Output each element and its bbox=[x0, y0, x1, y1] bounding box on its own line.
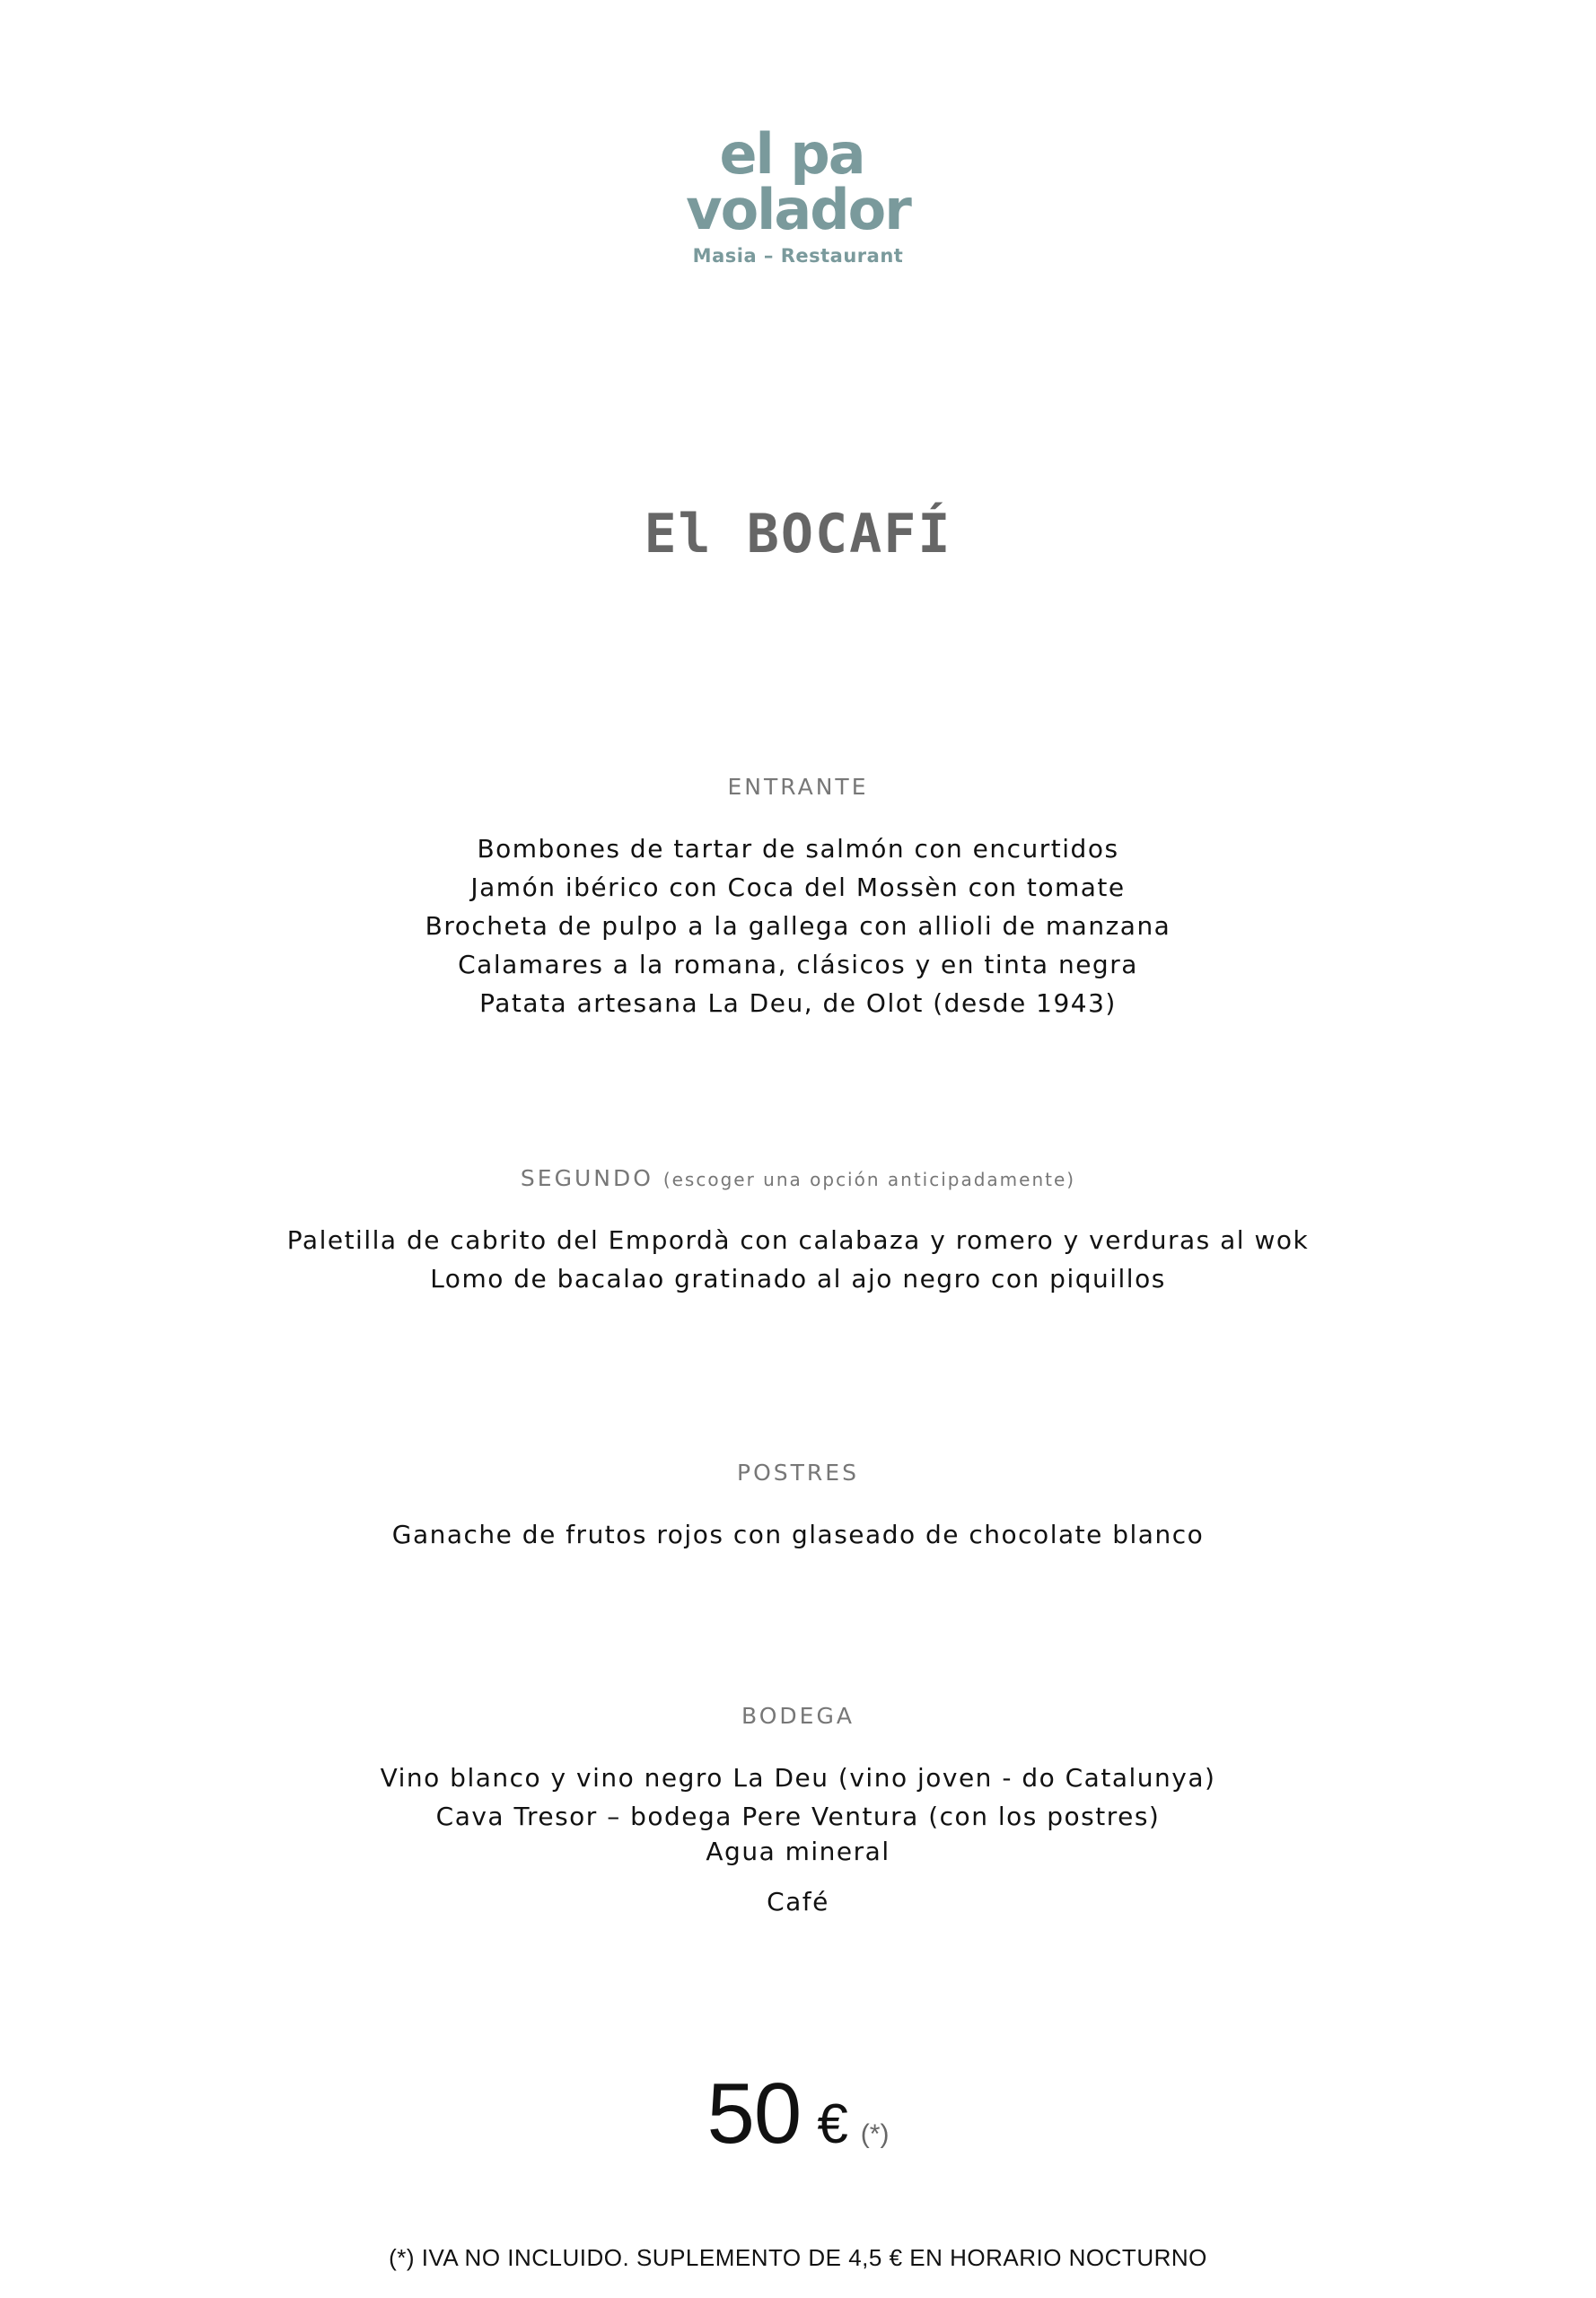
price-amount: 50 bbox=[706, 2066, 802, 2162]
menu-item: Cava Tresor – bodega Pere Ventura (con los postres) bbox=[435, 1802, 1161, 1831]
item-list bbox=[0, 1515, 1596, 1554]
section-heading bbox=[0, 1163, 1596, 1194]
menu-item: Calamares a la romana, clásicos y en tinta negra bbox=[458, 950, 1138, 979]
menu-item: Lomo de bacalao gratinado al ajo negro con piquillos bbox=[430, 1264, 1166, 1294]
section-heading: POSTRES bbox=[737, 1460, 859, 1486]
logo-tagline: Masia – Restaurant bbox=[692, 245, 904, 267]
section-entrante bbox=[0, 772, 1596, 1022]
menu-item: Patata artesana La Deu, de Olot (desde 1943) bbox=[479, 988, 1117, 1018]
section-postres bbox=[0, 1458, 1596, 1554]
footer-note: (*) IVA NO INCLUIDO. SUPLEMENTO DE 4,5 € EN HORARIO NOCTURNO bbox=[389, 2244, 1207, 2271]
menu-item: Ganache de frutos rojos con glaseado de chocolate blanco bbox=[391, 1520, 1205, 1549]
section-bodega bbox=[0, 1701, 1596, 1921]
menu-item: Agua mineral bbox=[706, 1837, 890, 1866]
menu-item: Café bbox=[767, 1887, 829, 1916]
price-asterisk: (*) bbox=[860, 2119, 890, 2149]
section-heading-label: SEGUNDO bbox=[520, 1165, 653, 1191]
item-list bbox=[0, 1221, 1596, 1298]
logo-line-2: volador bbox=[686, 177, 910, 242]
item-list bbox=[0, 1759, 1596, 1921]
menu-title: El BOCAFÍ bbox=[644, 503, 952, 566]
menu-item: Paletilla de cabrito del Empordà con calabaza y romero y verduras al wok bbox=[286, 1225, 1310, 1255]
logo-line-1: el pa bbox=[719, 121, 864, 187]
menu-price bbox=[0, 2065, 1596, 2163]
section-heading-note: (escoger una opción anticipadamente) bbox=[662, 1169, 1076, 1190]
restaurant-logo bbox=[0, 121, 1596, 269]
item-list bbox=[0, 829, 1596, 1022]
menu-item: Bombones de tartar de salmón con encurtidos bbox=[477, 834, 1119, 864]
price-currency: € bbox=[817, 2093, 848, 2155]
section-heading: ENTRANTE bbox=[727, 774, 869, 800]
menu-item: Jamón ibérico con Coca del Mossèn con tomate bbox=[470, 873, 1126, 902]
section-segundo bbox=[0, 1163, 1596, 1298]
menu-item: Vino blanco y vino negro La Deu (vino joven - do Catalunya) bbox=[380, 1763, 1216, 1793]
section-heading: BODEGA bbox=[741, 1703, 855, 1729]
menu-item: Brocheta de pulpo a la gallega con allioli de manzana bbox=[425, 911, 1171, 941]
